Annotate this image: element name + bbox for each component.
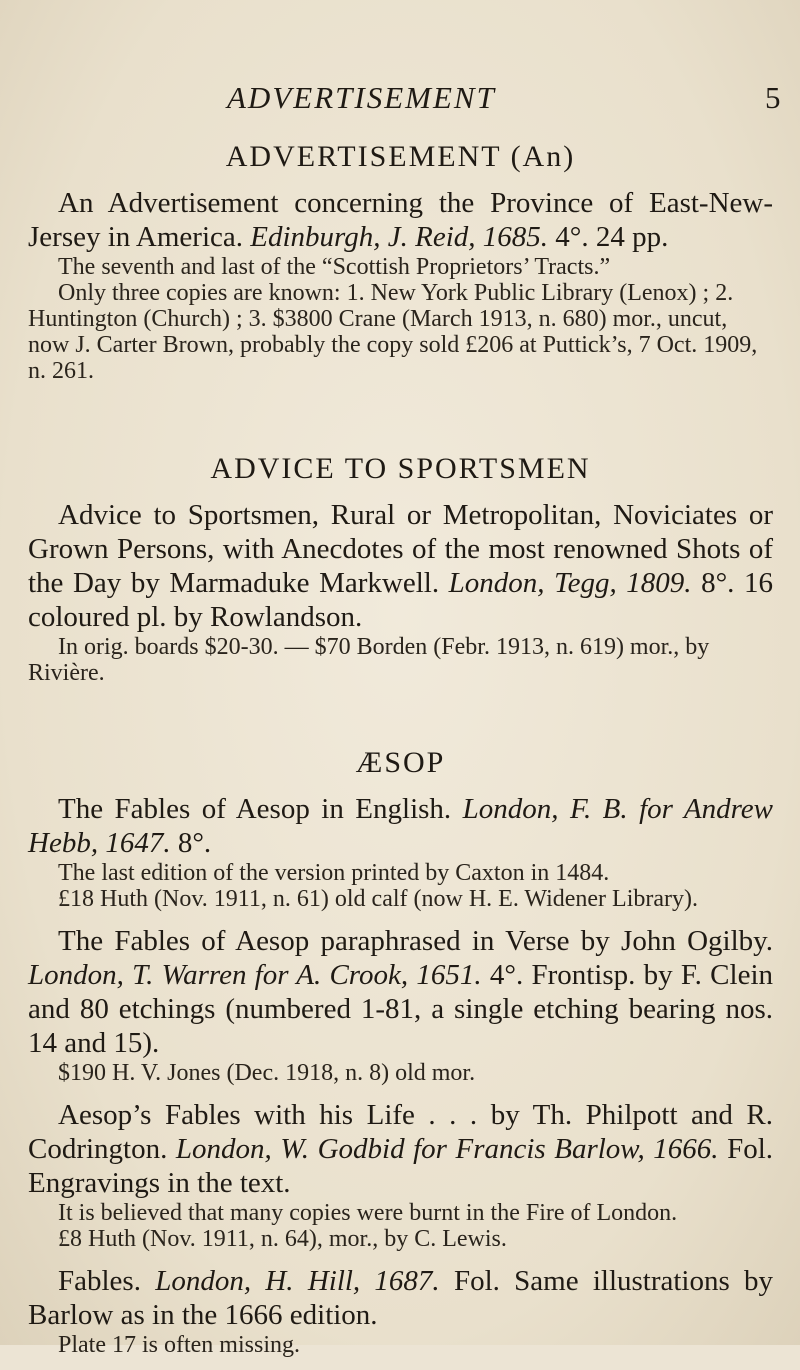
- entry-note: $190 H. V. Jones (Dec. 1918, n. 8) old mor.: [58, 1060, 476, 1086]
- entry-imprint: London, F. B. for Andrew Hebb, 1647.: [28, 793, 773, 859]
- entry-imprint: London, W. Godbid for Francis Barlow, 1666.: [175, 1133, 719, 1165]
- entry-title: [28, 792, 773, 860]
- section-heading: ADVERTISEMENT (An): [225, 140, 576, 173]
- entry-note: In orig. boards $20-30. — $70 Borden (Febr. 1913, n. 619) mor., by Rivière.: [28, 634, 710, 686]
- entry-format: 4°. Frontisp. by F. Clein and 80 etchings (numbered 1-81, a single etching bearing nos. 14 and 15).: [28, 959, 774, 1059]
- catalog-entry: [28, 924, 773, 1086]
- entry-note: Only three copies are known: 1. New York Public Library (Lenox) ; 2. Huntington (Church) ; 3. $3800 Crane (March 1913, n. 680) mor., uncut, now J. Carter Brown, probably the copy sold £206 at Puttick’s, 7 Oct. 1909, n. 261.: [28, 280, 758, 384]
- entry-imprint: Edinburgh, J. Reid, 1685.: [250, 221, 549, 253]
- catalog-entry: [28, 1264, 773, 1358]
- catalog-entry: [28, 186, 773, 384]
- entry-format: Fol. Engravings in the text.: [28, 1133, 773, 1199]
- entry-note: The last edition of the version printed by Caxton in 1484.: [58, 860, 610, 886]
- entry-note: It is believed that many copies were burnt in the Fire of London.: [58, 1200, 678, 1226]
- entry-title: [28, 498, 773, 634]
- section-heading: ADVICE TO SPORTSMEN: [210, 452, 591, 485]
- entry-imprint: London, T. Warren for A. Crook, 1651.: [28, 959, 482, 991]
- entry-title-text: The Fables of Aesop paraphrased in Verse by John Ogilby.: [58, 925, 773, 957]
- entry-title-text: An Advertisement concerning the Province of East-New-Jersey in America.: [28, 187, 773, 253]
- entry-title: [28, 1264, 773, 1332]
- entry-title: [28, 1098, 773, 1200]
- entry-imprint: London, Tegg, 1809.: [448, 567, 692, 599]
- entry-title: [28, 924, 773, 1060]
- entry-note: £8 Huth (Nov. 1911, n. 64), mor., by C. Lewis.: [58, 1226, 507, 1252]
- entry-format: 8°.: [177, 827, 212, 859]
- catalog-entry: [28, 792, 773, 912]
- page-content: [28, 126, 773, 1370]
- entry-title: [28, 186, 773, 254]
- entry-format: 4°. 24 pp.: [555, 221, 669, 253]
- entry-title-text: Fables.: [58, 1265, 141, 1297]
- entry-note: £18 Huth (Nov. 1911, n. 61) old calf (now H. E. Widener Library).: [58, 886, 698, 912]
- entry-imprint: London, H. Hill, 1687.: [155, 1265, 440, 1297]
- entry-title-text: Aesop’s Fables with his Life . . . by Th. Philpott and R. Codrington.: [28, 1099, 773, 1165]
- catalog-entry: [28, 498, 773, 686]
- entry-title-text: Advice to Sportsmen, Rural or Metropolitan, Noviciates or Grown Persons, with Anecdotes of the most renowned Shots of the Day by Marmaduke Markwell.: [28, 499, 773, 599]
- entry-format: 8°. 16 coloured pl. by Rowlandson.: [28, 567, 773, 633]
- page-number: 5: [765, 80, 781, 115]
- running-head: [0, 76, 800, 120]
- entry-note: The seventh and last of the “Scottish Proprietors’ Tracts.”: [58, 254, 611, 280]
- entry-format: Fol. Same illustrations by Barlow as in the 1666 edition.: [28, 1265, 774, 1331]
- entry-note: Plate 17 is often missing.: [58, 1332, 300, 1358]
- section-heading: ÆSOP: [355, 746, 446, 779]
- running-title: ADVERTISEMENT: [227, 80, 496, 115]
- catalog-entry: [28, 1098, 773, 1252]
- entry-title-text: The Fables of Aesop in English.: [58, 793, 452, 825]
